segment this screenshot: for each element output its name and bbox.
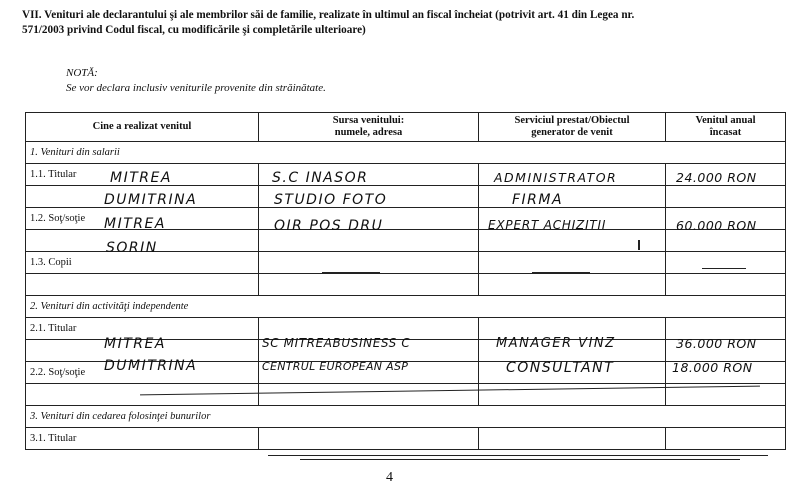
hw-r11-name2: DUMITRINA (104, 192, 198, 208)
section-salarii (26, 142, 786, 164)
hw-r11-src1: S.C INASOR (272, 170, 369, 186)
row-1-3-cont (26, 274, 786, 296)
dash-r31-line (268, 455, 768, 456)
dash-r13-col4 (702, 268, 746, 269)
income-table (25, 112, 786, 450)
hw-r11-src2: STUDIO FOTO (274, 192, 388, 208)
heading-line-1: VII. Venituri ale declarantului şi ale membrilor săi de familie, realizate în ultimul an fiscal încheiat (potrivit art. 41 din Legea nr. (22, 9, 635, 21)
row-label: 1.3. Copii (26, 252, 259, 274)
header-who: Cine a realizat venitul (26, 113, 259, 142)
row-label: 1.1. Titular (26, 164, 259, 186)
section-label: 1. Venituri din salarii (26, 142, 786, 164)
hw-r11-svc1: ADMINISTRATOR (494, 170, 618, 185)
section-cedare (26, 406, 786, 428)
note-block (66, 66, 326, 96)
note-text: Se vor declara inclusiv veniturile provenite din străinătate. (66, 82, 326, 94)
hw-r12-name2: SORIN (106, 240, 158, 256)
hw-r21-svc1: MANAGER VINZ (496, 336, 616, 351)
hw-r12-src: OIR POS DRU (274, 218, 384, 234)
hw-r21-amt1: 36.000 RON (676, 336, 757, 351)
hw-r12-svc: EXPERT ACHIZITII (488, 218, 607, 232)
section-independente (26, 296, 786, 318)
header-service: Serviciul prestat/Obiectul generator de venit (479, 113, 666, 142)
dash-r13-col3 (532, 272, 590, 273)
row-label: 3.1. Titular (26, 428, 259, 450)
hw-r12-amt: 60.000 RON (676, 218, 757, 233)
hw-r11-amt: 24.000 RON (676, 170, 757, 185)
dash-r31-line2 (300, 459, 740, 460)
row-label: 1.2. Soţ/soţie (26, 208, 259, 230)
header-row (26, 113, 786, 142)
header-income: Venitul anual încasat (666, 113, 786, 142)
hw-r21-src1: SC MITREABUSINESS C (262, 336, 411, 350)
page-number: 4 (386, 470, 393, 485)
hw-r21-src2: CENTRUL EUROPEAN ASP (262, 360, 409, 373)
hw-r21-amt2: 18.000 RON (672, 360, 753, 375)
row-label: 2.2. Soţ/soţie (26, 362, 259, 384)
note-title: NOTĂ: (66, 67, 98, 79)
hw-r21-name1: MITREA (104, 336, 166, 352)
hw-r11-name1: MITREA (110, 170, 172, 186)
hw-r21-name2: DUMITRINA (104, 358, 198, 374)
hw-r12-name1: MITREA (104, 216, 166, 232)
header-source: Sursa venitului: numele, adresa (259, 113, 479, 142)
row-3-1 (26, 428, 786, 450)
heading-line-2: 571/2003 privind Codul fiscal, cu modificările şi completările ulterioare) (22, 24, 366, 36)
section-label: 2. Venituri din activităţi independente (26, 296, 786, 318)
section-label: 3. Venituri din cedarea folosinţei bunurilor (26, 406, 786, 428)
dash-r13-col2 (322, 272, 380, 273)
row-label: 2.1. Titular (26, 318, 259, 340)
section-heading (22, 8, 784, 38)
hw-r21-svc2: CONSULTANT (506, 360, 615, 376)
tick-mark (638, 240, 640, 250)
hw-r11-svc2: FIRMA (512, 192, 564, 208)
